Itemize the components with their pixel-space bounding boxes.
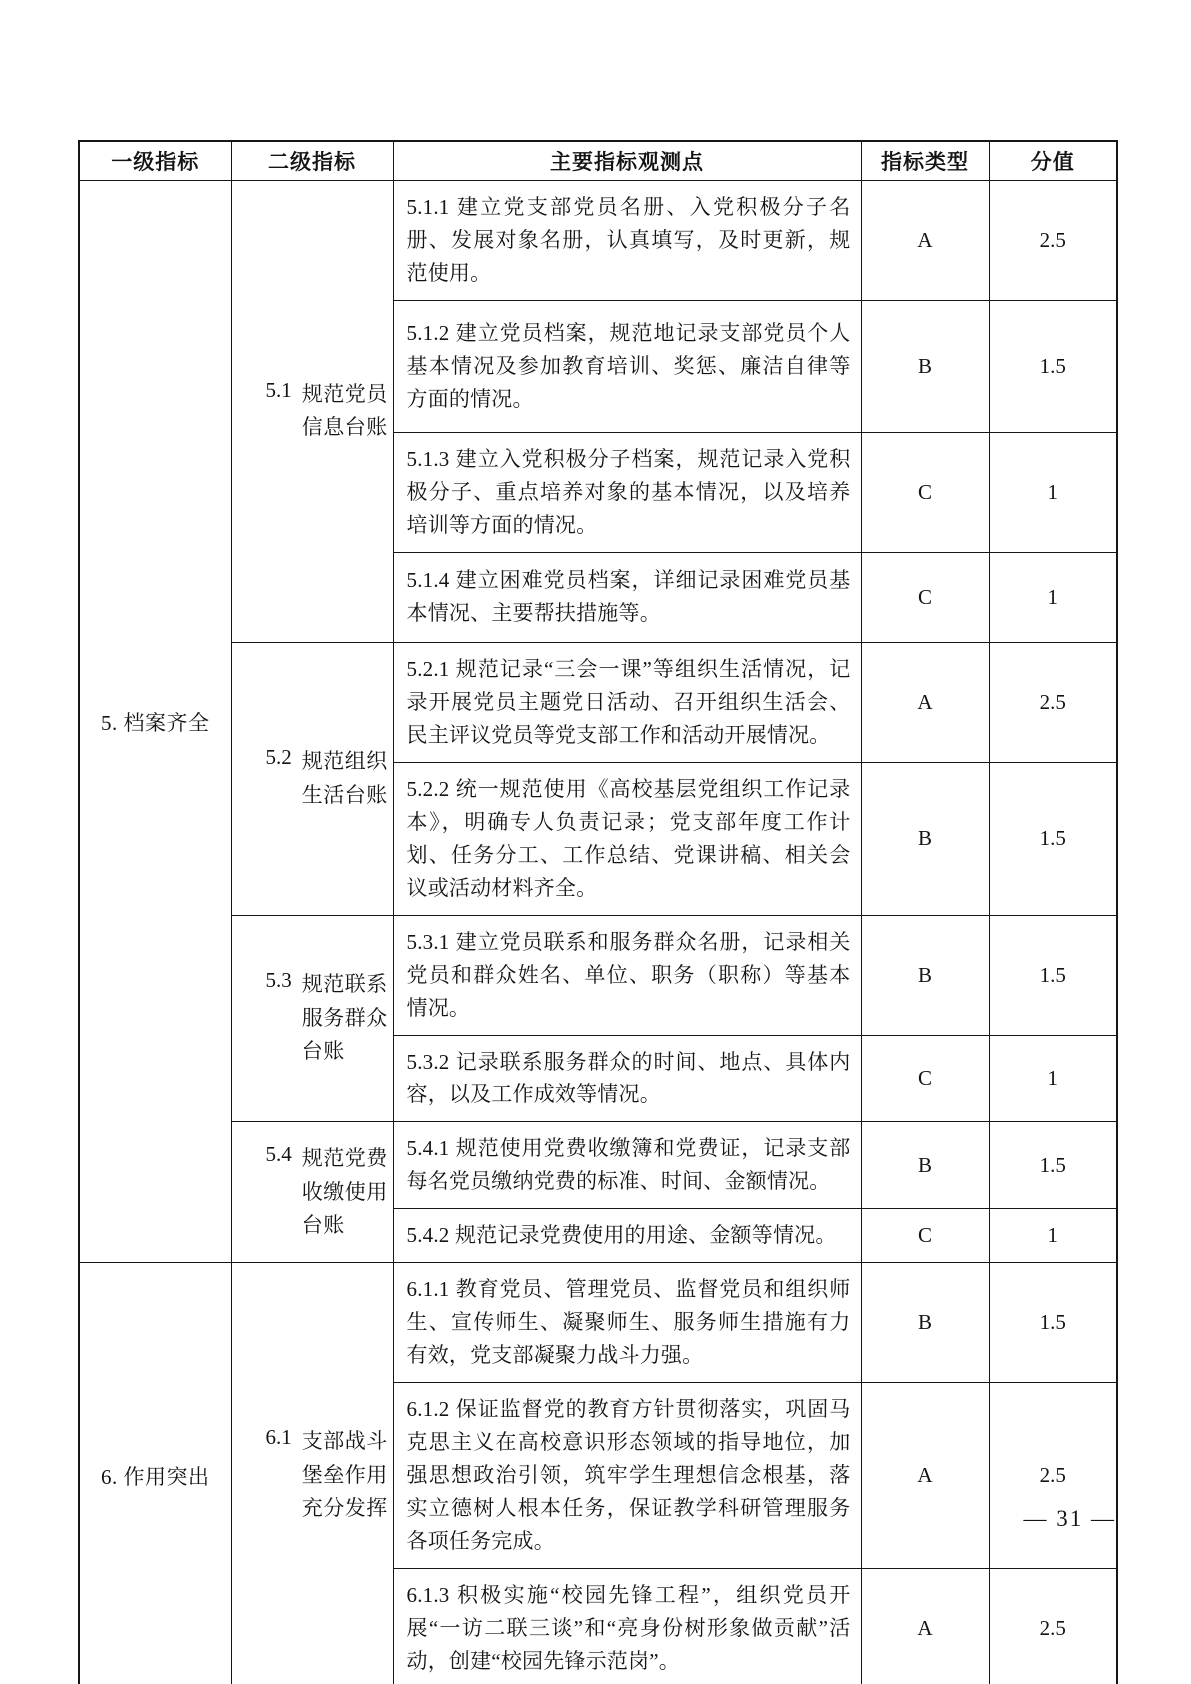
type-cell: B (861, 1122, 989, 1209)
score-cell: 2.5 (989, 1569, 1117, 1684)
type-cell: C (861, 432, 989, 552)
level2-number: 5.1 (265, 377, 292, 402)
table-row (79, 915, 1117, 1035)
score-cell: 1.5 (989, 1122, 1117, 1209)
observation-cell: 5.1.3 建立入党积极分子档案，规范记录入党积极分子、重点培养对象的基本情况，以及培养培训等方面的情况。 (393, 432, 861, 552)
score-cell: 2.5 (989, 181, 1117, 301)
type-cell: B (861, 300, 989, 432)
score-cell: 2.5 (989, 642, 1117, 762)
type-cell: A (861, 1383, 989, 1569)
observation-cell: 6.1.1 教育党员、管理党员、监督党员和组织师生、宣传师生、凝聚师生、服务师生措施有力有效，党支部凝聚力战斗力强。 (393, 1263, 861, 1383)
type-cell: A (861, 1569, 989, 1684)
type-cell: C (861, 1035, 989, 1122)
type-cell: A (861, 181, 989, 301)
observation-cell: 5.1.2 建立党员档案，规范地记录支部党员个人基本情况及参加教育培训、奖惩、廉洁自律等方面的情况。 (393, 300, 861, 432)
level2-number: 6.1 (265, 1425, 292, 1450)
score-cell: 1 (989, 552, 1117, 642)
score-cell: 1 (989, 432, 1117, 552)
level2-cell (231, 181, 393, 643)
level2-cell (231, 1263, 393, 1684)
score-cell: 1.5 (989, 300, 1117, 432)
level2-label: 规范联系服务群众台账 (301, 972, 388, 1064)
header-type: 指标类型 (861, 141, 989, 181)
observation-cell: 5.2.2 统一规范使用《高校基层党组织工作记录本》，明确专人负责记录；党支部年度工作计划、任务分工、工作总结、党课讲稿、相关会议或活动材料齐全。 (393, 762, 861, 915)
level2-cell (231, 915, 393, 1122)
type-cell: A (861, 642, 989, 762)
observation-cell: 5.4.1 规范使用党费收缴簿和党费证，记录支部每名党员缴纳党费的标准、时间、金额情况。 (393, 1122, 861, 1209)
observation-cell: 5.1.4 建立困难党员档案，详细记录困难党员基本情况、主要帮扶措施等。 (393, 552, 861, 642)
table-header-row (79, 141, 1117, 181)
page-number: — 31 — (1023, 1506, 1116, 1531)
score-cell: 1 (989, 1035, 1117, 1122)
table-row (79, 1122, 1117, 1209)
level1-cell: 6. 作用突出 (79, 1263, 231, 1684)
observation-cell: 5.2.1 规范记录“三会一课”等组织生活情况，记录开展党员主题党日活动、召开组织生活会、民主评议党员等党支部工作和活动开展情况。 (393, 642, 861, 762)
header-level1: 一级指标 (79, 141, 231, 181)
level2-number: 5.4 (265, 1142, 292, 1166)
type-cell: B (861, 1263, 989, 1383)
indicator-table (78, 140, 1118, 1684)
header-observation: 主要指标观测点 (393, 141, 861, 181)
level2-label: 规范党员信息台账 (301, 381, 388, 440)
level2-cell (231, 1122, 393, 1263)
level2-number: 5.2 (265, 745, 292, 770)
header-level2: 二级指标 (231, 141, 393, 181)
score-cell: 1 (989, 1209, 1117, 1263)
level2-number: 5.3 (265, 968, 292, 993)
type-cell: B (861, 762, 989, 915)
table-row (79, 642, 1117, 762)
level2-cell (231, 642, 393, 915)
header-score: 分值 (989, 141, 1117, 181)
type-cell: C (861, 552, 989, 642)
score-cell: 1.5 (989, 1263, 1117, 1383)
level2-label: 规范党费收缴使用台账 (301, 1146, 388, 1238)
level2-label: 规范组织生活台账 (301, 749, 388, 807)
observation-cell: 5.1.1 建立党支部党员名册、入党积极分子名册、发展对象名册，认真填写，及时更新，规范使用。 (393, 181, 861, 301)
score-cell: 1.5 (989, 915, 1117, 1035)
score-cell: 1.5 (989, 762, 1117, 915)
type-cell: B (861, 915, 989, 1035)
level1-cell: 5. 档案齐全 (79, 181, 231, 1263)
observation-cell: 6.1.3 积极实施“校园先锋工程”，组织党员开展“一访二联三谈”和“亮身份树形象做贡献”活动，创建“校园先锋示范岗”。 (393, 1569, 861, 1684)
table-row (79, 1263, 1117, 1383)
table-row (79, 181, 1117, 301)
observation-cell: 5.3.2 记录联系服务群众的时间、地点、具体内容，以及工作成效等情况。 (393, 1035, 861, 1122)
observation-cell: 6.1.2 保证监督党的教育方针贯彻落实，巩固马克思主义在高校意识形态领域的指导地位，加强思想政治引领，筑牢学生理想信念根基，落实立德树人根本任务，保证教学科研管理服务各项任务完成。 (393, 1383, 861, 1569)
score-cell: 2.5 (989, 1383, 1117, 1569)
type-cell: C (861, 1209, 989, 1263)
observation-cell: 5.3.1 建立党员联系和服务群众名册，记录相关党员和群众姓名、单位、职务（职称）等基本情况。 (393, 915, 861, 1035)
observation-cell: 5.4.2 规范记录党费使用的用途、金额等情况。 (393, 1209, 861, 1263)
level2-label: 支部战斗堡垒作用充分发挥 (301, 1429, 388, 1521)
